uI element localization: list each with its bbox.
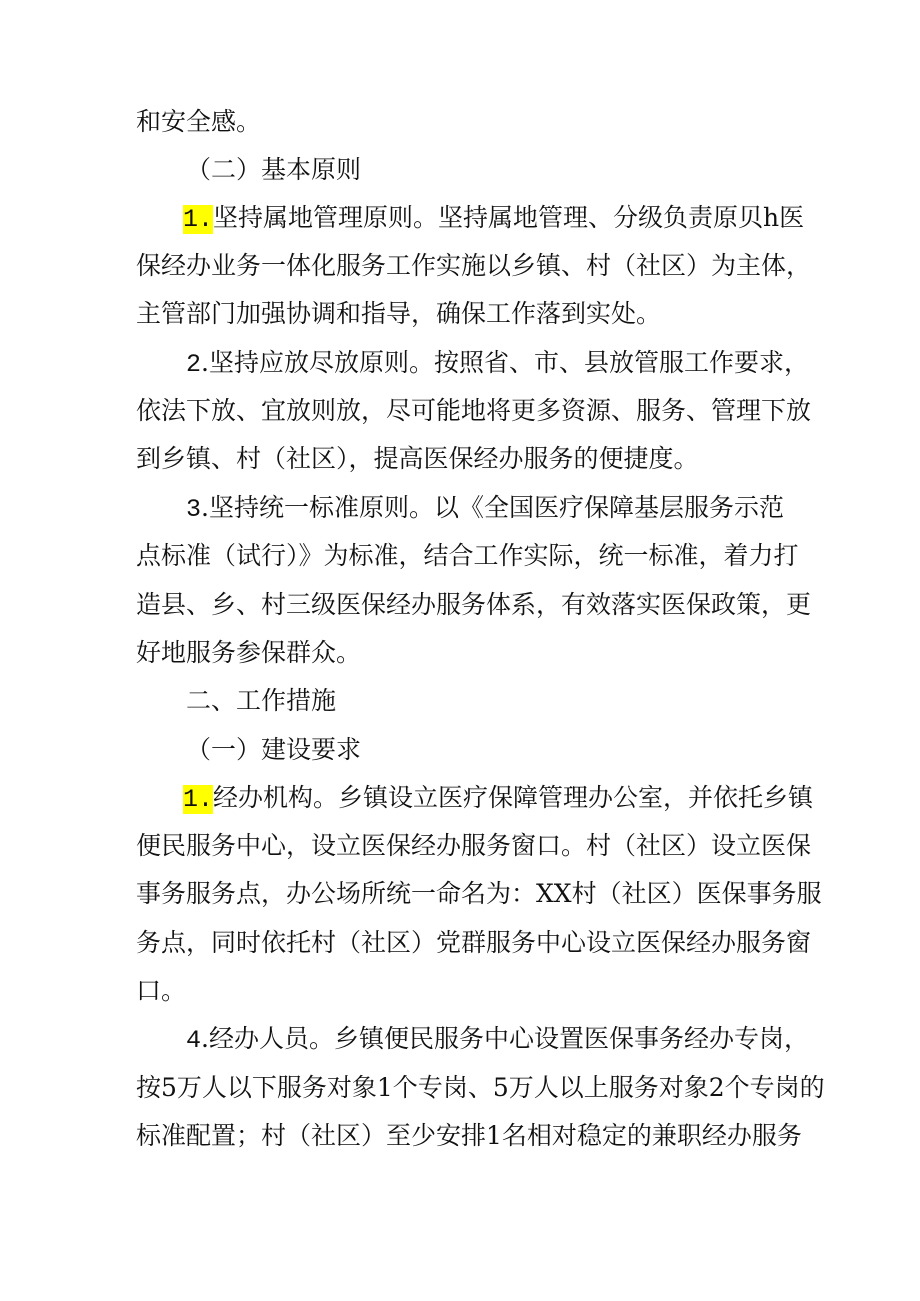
- paragraph-text: .坚持应放尽放原则。按照省、市、县放管服工作要求，: [201, 348, 809, 377]
- paragraph-text: 经办机构。乡镇设立医疗保障管理办公室，并依托乡镇: [213, 783, 814, 812]
- paragraph-line: 口。: [136, 976, 187, 1005]
- paragraph-text: 坚持属地管理原则。坚持属地管理、分级负责原贝h医: [213, 203, 805, 232]
- section-heading: （一）建设要求: [186, 735, 362, 764]
- item-number: 2: [186, 350, 202, 379]
- paragraph-line: 好地服务参保群众。: [136, 638, 362, 667]
- paragraph-line: 和安全感。: [136, 107, 262, 136]
- paragraph-line: 保经办业务一体化服务工作实施以乡镇、村（社区）为主体，: [136, 251, 812, 280]
- paragraph-line: 点标准（试行）》为标准，结合工作实际，统一标准，着力打: [136, 541, 799, 570]
- paragraph-line: 依法下放、宜放则放，尽可能地将更多资源、服务、管理下放: [136, 396, 812, 425]
- paragraph-line: 便民服务中心，设立医保经办服务窗口。村（社区）设立医保: [136, 831, 812, 860]
- paragraph-text: .坚持统一标准原则。以《全国医疗保障基层服务示范: [201, 493, 784, 522]
- paragraph-line: [186, 346, 809, 380]
- paragraph-line: [186, 1022, 809, 1056]
- paragraph-line: 按5万人以下服务对象1个专岗、5万人以上服务对象2个专岗的: [136, 1073, 825, 1102]
- paragraph-line: 务点，同时依托村（社区）党群服务中心设立医保经办服务窗: [136, 928, 812, 957]
- paragraph-line: 造县、乡、村三级医保经办服务体系，有效落实医保政策，更: [136, 590, 812, 619]
- paragraph-line: 主管部门加强协调和指导，确保工作落到实处。: [136, 299, 662, 328]
- paragraph-line: 标准配置；村（社区）至少安排1名相对稳定的兼职经办服务: [136, 1121, 802, 1150]
- item-number: 4: [186, 1026, 202, 1055]
- item-number: 3: [186, 495, 202, 524]
- paragraph-text: .经办人员。乡镇便民服务中心设置医保事务经办专岗，: [201, 1024, 809, 1053]
- item-number-highlight: 1.: [183, 785, 214, 814]
- section-heading: 二、工作措施: [186, 686, 337, 715]
- paragraph-line: 事务服务点，办公场所统一命名为：XX村（社区）医保事务服: [136, 879, 822, 908]
- paragraph-line: [183, 781, 813, 815]
- section-heading: （二）基本原则: [186, 155, 362, 184]
- item-number-highlight: 1.: [183, 205, 214, 234]
- paragraph-line: [183, 201, 804, 235]
- paragraph-line: [186, 491, 784, 525]
- paragraph-line: 到乡镇、村（社区），提高医保经办服务的便捷度。: [136, 444, 699, 473]
